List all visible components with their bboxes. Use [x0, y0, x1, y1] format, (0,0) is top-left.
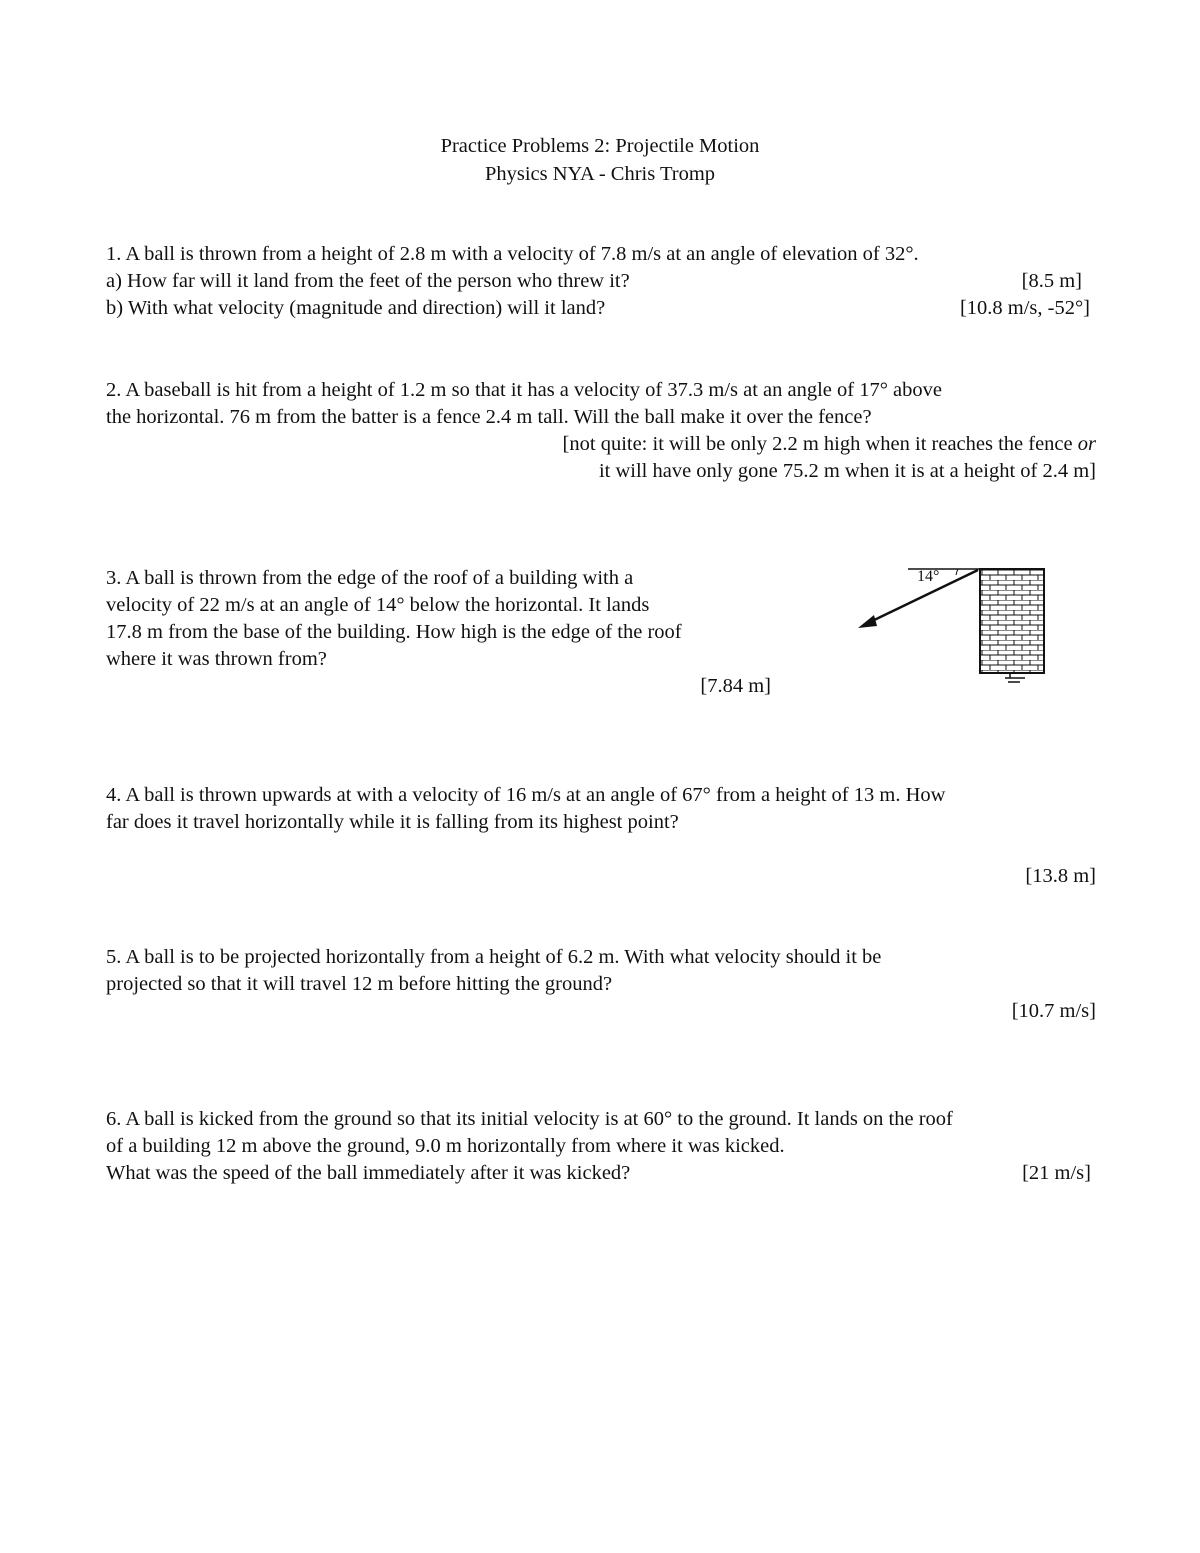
problem-5-line-1: 5. A ball is to be projected horizontally from a height of 6.2 m. With what velocity should it be: [106, 946, 882, 968]
problem-2-answer-or: or: [1077, 433, 1096, 455]
problem-3: [106, 565, 771, 700]
problem-1b-text: b) With what velocity (magnitude and direction) will it land?: [106, 297, 606, 319]
problem-1-stem: 1. A ball is thrown from a height of 2.8 m with a velocity of 7.8 m/s at an angle of elevation of 32°.: [106, 243, 919, 265]
problem-3-line-4: where it was thrown from?: [106, 648, 327, 670]
page-subtitle: Physics NYA - Chris Tromp: [484, 163, 716, 185]
problem-1a-answer: [8.5 m]: [1021, 270, 1082, 292]
page-title: Practice Problems 2: Projectile Motion: [440, 135, 760, 157]
problem-2-line-2: the horizontal. 76 m from the batter is a fence 2.4 m tall. Will the ball make it over the fence?: [106, 406, 872, 428]
problem-2: [106, 377, 1096, 485]
problem-3-figure: [850, 560, 1060, 690]
building-diagram: [850, 560, 1060, 690]
problem-4-line-1: 4. A ball is thrown upwards at with a velocity of 16 m/s at an angle of 67° from a height of 13 m. How: [106, 784, 946, 806]
problem-2-answer-text-1: [not quite: it will be only 2.2 m high when it reaches the fence: [562, 433, 1078, 455]
problem-6-answer: [21 m/s]: [1022, 1162, 1091, 1184]
problem-6-line-2: of a building 12 m above the ground, 9.0 m horizontally from where it was kicked.: [106, 1135, 785, 1157]
problem-3-line-3: 17.8 m from the base of the building. How high is the edge of the roof: [106, 621, 682, 643]
problem-2-answer-line-2: it will have only gone 75.2 m when it is at a height of 2.4 m]: [598, 460, 1096, 482]
angle-arc: [956, 569, 958, 575]
problem-5-answer: [10.7 m/s]: [1011, 1000, 1096, 1022]
problem-3-line-1: 3. A ball is thrown from the edge of the roof of a building with a: [106, 567, 634, 589]
problem-1: [106, 241, 1096, 322]
problem-4: [106, 782, 1096, 890]
problem-4-answer: [13.8 m]: [1025, 865, 1096, 887]
problem-5-line-2: projected so that it will travel 12 m before hitting the ground?: [106, 973, 613, 995]
problem-2-line-1: 2. A baseball is hit from a height of 1.2 m so that it has a velocity of 37.3 m/s at an angle of 17° above: [106, 379, 943, 401]
problem-6: [106, 1106, 1091, 1187]
angle-label: 14°: [917, 568, 940, 585]
problem-4-spacer: [106, 836, 1096, 863]
problem-2-answer-line-1: [106, 431, 1096, 458]
problem-5: [106, 944, 1096, 1025]
problem-1a-text: a) How far will it land from the feet of the person who threw it?: [106, 270, 630, 292]
problem-6-question-row: [106, 1160, 1091, 1187]
velocity-arrow-head: [858, 615, 877, 628]
problem-3-answer: [7.84 m]: [700, 675, 771, 697]
problem-6-line-1: 6. A ball is kicked from the ground so that its initial velocity is at 60° to the ground. It lands on the roof: [106, 1108, 953, 1130]
problem-4-line-2: far does it travel horizontally while it is falling from its highest point?: [106, 811, 679, 833]
problem-1-part-a: [106, 268, 1096, 295]
problem-6-line-3: What was the speed of the ball immediately after it was kicked?: [106, 1162, 631, 1184]
problem-1b-answer: [10.8 m/s, -52°]: [959, 297, 1090, 319]
problem-1-part-b: [106, 295, 1096, 322]
problem-3-line-2: velocity of 22 m/s at an angle of 14° below the horizontal. It lands: [106, 594, 650, 616]
document-header: [0, 132, 1200, 188]
building: [980, 569, 1044, 673]
